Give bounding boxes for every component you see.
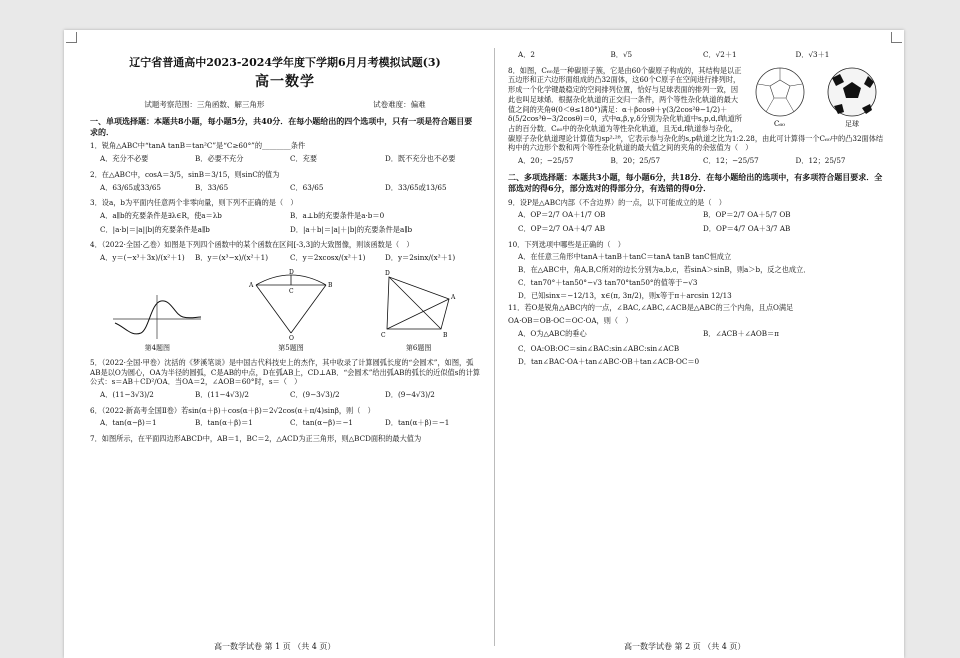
point-label: B [327, 281, 333, 289]
page-1-column [90, 44, 480, 446]
option: A．充分不必要 [100, 154, 149, 164]
option: A．O为△ABC的垂心 [518, 328, 587, 338]
option: C．y＝2xcosx/(x²＋1) [290, 253, 366, 263]
option: B．∠ACB＋∠AOB＝π [703, 328, 779, 338]
question-2: 2．在△ABC中，cosA＝3/5，sinB＝3/15，则sinC的值为 [90, 169, 280, 179]
question-5-options [100, 390, 480, 400]
question-11: 11．若O是锐角△ABC内的一点，∠BAC,∠ABC,∠ACB是△ABC的三个内角，且点O满足 [508, 303, 794, 313]
column-divider [494, 48, 495, 646]
option: C．|a·b|＝|a||b|的充要条件是a∥b [100, 224, 210, 234]
option: B．y＝(x³−x)/(x²＋1) [195, 253, 269, 263]
question-11-condition: OA·OB＝OB·OC＝OC·OA，则（ ） [508, 315, 633, 325]
figure-5-caption: 第5题图 [278, 344, 304, 353]
option: D．OP＝4/7 OA＋3/7 AB [703, 223, 791, 233]
figure-6-caption: 第6题图 [405, 344, 432, 353]
question-3: 3．设a，b为平面内任意两个非零向量，则下列不正确的是（ ） [90, 198, 298, 208]
point-label: A [248, 281, 254, 289]
arc-diagram [246, 269, 336, 341]
option: A．63/65或33/65 [100, 182, 161, 192]
section-multiple-choice: 二、多项选择题：本题共3小题，每小题6分，共18分．在每小题给出的选项中，有多项符合题目要求．全部选对的得6分，部分选对的得部分分，有选错的得0分． [508, 171, 883, 193]
exam-subtitle: 高一数学 [255, 73, 315, 90]
option: A．2 [518, 50, 535, 59]
point-label: C [380, 331, 386, 339]
point-label: O [288, 334, 294, 341]
exam-scope [90, 100, 480, 110]
option: A．y＝(−x³＋3x)/(x²＋1) [100, 253, 185, 263]
option: A．(11−3√3)/2 [100, 389, 154, 399]
question-7-options [518, 50, 888, 60]
point-label: B [442, 331, 448, 339]
figure-6 [379, 269, 459, 354]
football-label: 足球 [845, 119, 859, 128]
option: B．tan(α＋β)＝1 [195, 418, 253, 428]
option: A．20；−25/57 [518, 156, 574, 166]
page-1-footer: 高一数学试卷 第 1 页 （共 4 页） [214, 642, 336, 651]
question-4: 4．（2022·全国·乙卷）如图是下列四个函数中的某个函数在区间[-3,3]的大致图像，则该函数是（ ） [90, 240, 414, 250]
exam-title: 辽宁省普通高中2023-2024学年度下学期6月月考模拟试题(3) [129, 56, 441, 69]
option: C．63/65 [290, 182, 324, 192]
option: D．√3＋1 [795, 50, 830, 59]
difficulty-text: 试卷难度：偏难 [373, 99, 426, 109]
option: C．√2＋1 [703, 50, 737, 59]
question-2-options [100, 183, 480, 193]
option: B．OP＝2/7 OA＋5/7 OB [703, 210, 791, 220]
exam-sheet [64, 30, 904, 658]
c60-figure [748, 66, 888, 128]
point-label: C [288, 287, 294, 295]
option: D．|a＋b|＝|a|＋|b|的充要条件是a∥b [290, 224, 413, 234]
option: C．12；−25/57 [703, 156, 759, 166]
question-5: 5．（2022·全国·甲卷）沈括的《梦溪笔谈》是中国古代科技史上的杰作，其中收录了计算圆弧长度的“会圆术”，如图，弧AB是以O为圆心，OA为半径的圆弧，C是AB的中点，D在弧AB上，CD⊥AB．“会圆术”给出弧AB的弧长的近似值s的计算公式：s＝AB＋CD²/OA．当OA＝2，∠AOB＝60°时，s＝（ ） [90, 357, 480, 387]
function-graph [111, 293, 203, 341]
page-2-column [508, 44, 888, 369]
option: B．33/65 [195, 182, 229, 192]
figure-5 [246, 269, 336, 354]
question-11-option-d: D．tan∠BAC·OA＋tan∠ABC·OB＋tan∠ACB·OC＝0 [518, 357, 700, 367]
c60-label: C₆₀ [774, 119, 785, 128]
question-10-option-b: B．在△ABC中，角A,B,C所对的边长分别为a,b,c，若sinA＞sinB，则a＞b，反之也成立． [518, 265, 811, 275]
page-2-footer: 高一数学试卷 第 2 页 （共 4 页） [624, 642, 746, 651]
option: D．(9−4√3)/2 [385, 389, 435, 399]
option: B．a⊥b的充要条件是a·b＝0 [290, 211, 385, 221]
point-label: D [288, 268, 294, 276]
question-3-options [100, 211, 480, 234]
quadrilateral-diagram [379, 269, 459, 341]
question-7: 7．如图所示，在平面四边形ABCD中，AB＝1，BC＝2，△ACD为正三角形，则△BCD面积的最大值为 [90, 434, 422, 444]
question-10-option-a: A．在任意三角形中tanA＋tanB＋tanC＝tanA tanB tanC恒成立 [518, 252, 732, 262]
question-10: 10．下列选项中哪些是正确的（ ） [508, 239, 625, 249]
option: C．充要 [290, 154, 318, 164]
figures-row [90, 269, 480, 354]
point-label: D [384, 269, 390, 277]
point-label: A [450, 293, 455, 301]
question-8: 8．如图，C₆₀是一种碳原子簇，它是由60个碳原子构成的，其结构是以正五边形和正六边形面组成的凸32面体，这60个C原子在空间进行排列时，形成一个化学键最稳定的空间排列位置，恰好与足球表面的排列一致，因此也叫足球烯．根据杂化轨道的正交归一条件，两个等性杂化轨道的最大值之间的夹角θ(0＜θ≤180°)满足：α＋βcosθ＋γ(3/2cos²θ−1/2)＋δ(5/2cos³θ−3/2cosθ)＝0，式中α,β,γ,δ分别为杂化轨道中s,p,d,f轨道所占的百分数．C₆₀中的杂化轨道为等性杂化轨道，且无d,f轨道参与杂化，碳原子杂化轨道理论计算值为sp²·²⁸，它表示参与杂化的s,p轨道之比为1:2.28，由此可计算得一个C₆₀中的凸32面体结构中的六边形个数和两个等性杂化轨道的最大值之间的夹角的余弦值为（ ） [508, 65, 884, 153]
option: D．33/65或13/65 [385, 182, 447, 192]
option: D．既不充分也不必要 [385, 154, 456, 164]
question-6: 6．（2022·新高考全国Ⅱ卷）若sin(α＋β)＋cos(α＋β)＝2√2cos(α＋π/4)sinβ，则（ ） [90, 405, 375, 415]
question-11-option-c: C．OA:OB:OC＝sin∠BAC:sin∠ABC:sin∠ACB [518, 344, 680, 354]
option: B．必要不充分 [195, 154, 244, 164]
question-4-options [100, 253, 480, 263]
option: A．OP＝2/7 OA＋1/7 OB [518, 210, 606, 220]
crop-mark [891, 32, 902, 43]
question-10-option-c: C．tan70°＋tan50°−√3 tan70°tan50°的值等于−√3 [518, 277, 698, 287]
option: B．(11−4√3)/2 [195, 389, 249, 399]
question-11-options-ab [518, 329, 888, 339]
option: A．a∥b的充要条件是∃λ∈R，使a＝λb [100, 211, 222, 221]
question-6-options [100, 418, 480, 428]
question-10-option-d: D．已知sinx＝−12/13，x∈(π, 3π/2)，则x等于π＋arcsin 12/13 [518, 290, 732, 300]
figure-4 [111, 293, 203, 354]
figure-4-caption: 第4题图 [144, 344, 171, 353]
question-1: 1．锐角△ABC中“tanA tanB＝tan²C”是“C≥60°”的________条件 [90, 141, 306, 151]
question-1-options [100, 154, 480, 164]
option: B．√5 [610, 50, 633, 59]
c60-and-football-image [748, 66, 888, 128]
question-9-options [518, 210, 888, 233]
question-9: 9．设P是△ABC内部（不含边界）的一点，以下可能成立的是（ ） [508, 197, 726, 207]
section-single-choice: 一、单项选择题：本题共8小题，每小题5分，共40分．在每小题给出的四个选项中，只有一项是符合题目要求的． [90, 115, 473, 137]
option: D．y＝2sinx/(x²＋1) [385, 253, 456, 263]
option: C．(9−3√3)/2 [290, 389, 340, 399]
option: D．12；25/57 [795, 156, 846, 166]
crop-mark [66, 32, 77, 43]
scope-text: 试题考察范围：三角函数、解三角形 [144, 99, 265, 109]
question-8-options [518, 156, 888, 166]
option: B．20；25/57 [610, 156, 661, 166]
option: A．tan(α−β)＝1 [100, 418, 157, 428]
option: C．OP＝2/7 OA＋4/7 AB [518, 223, 606, 233]
option: C．tan(α−β)＝−1 [290, 418, 353, 428]
option: D．tan(α＋β)＝−1 [385, 418, 450, 428]
